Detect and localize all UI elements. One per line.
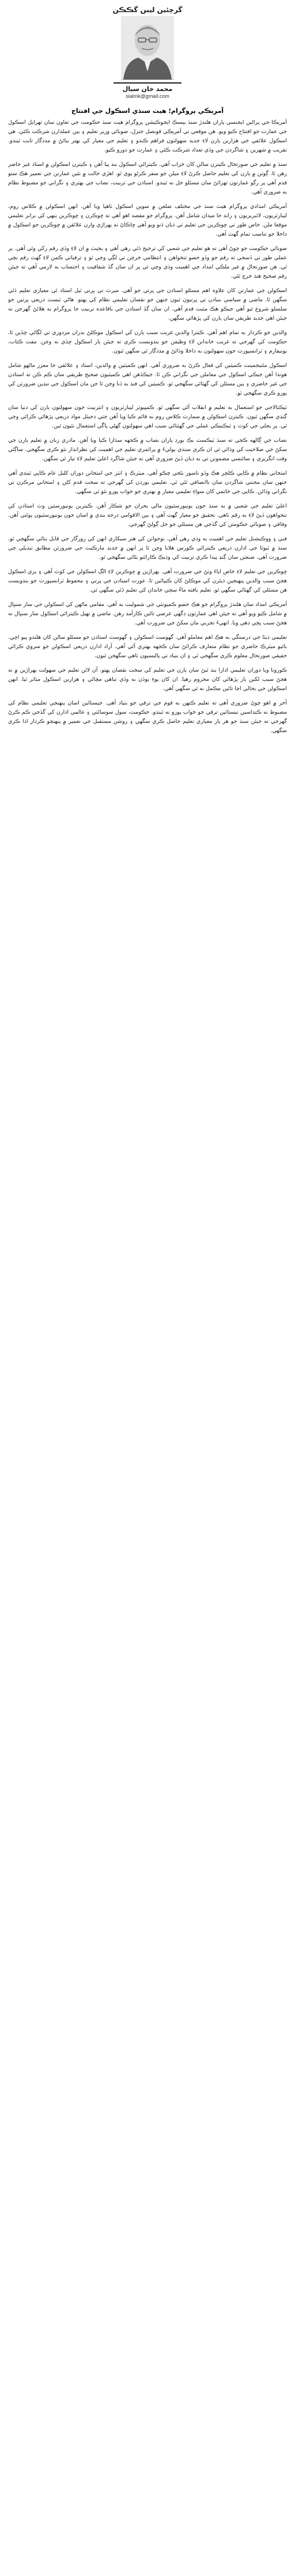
article-paragraph: نصاب جي ڳالهه ڪجي ته سنڌ ٽيڪسٽ بڪ بورڊ پاران نصاب ۾ ڪجهه سڌارا ڪيا ويا آهن. مادري زبان ۾ تعليم ٻارن جي سکڻ جي صلاحيت کي وڌائي ٿي ان ڪري سنڌي ٻوليءَ ۾ پرائمري تعليم جي اهميت کي نظرانداز نٿو ڪري سگهجي. ساڳئي وقت انگريزي ۽ سائنسي مضمونن تي به ڌيان ڏيڻ ضروري آهي ته جيئن شاگرد اعليٰ تعليم لاءِ تيار ٿي سگهن. (8, 437, 287, 462)
article-headline: آمريڪي پروگرام؛ هيٺ سنڌي اسڪول جي افتتاح (71, 107, 224, 115)
article-paragraph: فني ۽ ووڪيشنل تعليم جي اهميت به وڌي رهي آهي. نوجوانن کي هنر سيکاري انهن کي روزگار جي قابل بنائي سگهجي ٿو. سنڌ ۾ ٽيوٽا جي ادارن ذريعي ڪيترائي ڪورس هلايا وڃن ٿا پر انهن ۾ جديد مارڪيٽ جي ضرورتن مطابق تبديلي جي ضرورت آهي. صنعتن سان ڳنڍ پيدا ڪري تربيت کي وڌيڪ ڪارائتو بڻائي سگهجي ٿو. (8, 536, 287, 560)
column-title: گرچئين ليبن گڪڪن (112, 6, 183, 14)
author-portrait-icon (121, 16, 174, 79)
article-paragraph: صوبائي حڪومت جو چوڻ آهي ته هو تعليم جي شعبي کي ترجيح ڏئي رهي آهي ۽ بجيٽ ۾ ان لاءِ وڏي رقم رکي وئي آهي. پر عملي طور تي ڏسجي ته رقم جو وڏو حصو تنخواهن ۽ انتظامي خرچن تي لڳي وڃي ٿو ۽ ترقياتي ڪمن لاءِ گهٽ رقم بچي ٿي. هن صورتحال ۾ غير ملڪي امداد جي اهميت وڌي وڃي ٿي پر ان سان گڏ شفافيت ۽ احتساب به لازمي آهي ته جيئن رقم صحيح هنڌ خرچ ٿئي. (8, 245, 287, 279)
author-photo (121, 16, 174, 80)
article-paragraph: اعليٰ تعليم جي شعبي ۾ به سنڌ جون يونيورسٽيون مالي بحران جو شڪار آهن. ڪيترين يونيورسٽين وٽ استادن کي تنخواهون ڏيڻ لاءِ به رقم ناهي. تحقيق جو معيار گهٽ آهي ۽ بين الاقوامي درجه بندي ۾ اسان جون يونيورسٽيون پوئتي آهن. وفاقي ۽ صوبائي حڪومتن کي گڏجي هن مسئلي جو حل ڳولڻ گهرجي. (8, 503, 287, 528)
author-email[interactable]: sialmk@gmail.com (126, 93, 169, 99)
author-divider (114, 82, 181, 84)
article-paragraph: سنڌ ۾ تعليم جي صورتحال ڪيترن سالن کان خراب آهي. ڪيترائي اسڪول بند پيا آهن ۽ ڪيترن اسڪولن ۾ استاد غير حاضر رهن ٿا. ڳوٺن ۾ ٻارن کي تعليم حاصل ڪرڻ لاءِ ميلن جو سفر ڪرڻو پوي ٿو. اهڙي حالت ۾ نئين عمارتن جي تعمير هڪ سٺو قدم آهي پر رڳو عمارتون ٺهرائڻ سان مسئلو حل نه ٿيندو. استادن جي تربيت، نصاب جي بهتري ۽ نگراني جو مضبوط نظام به ضروري آهي. (8, 161, 287, 195)
article-paragraph: آمريڪي امداد سان هلندڙ پروگرام جو هڪ حصو ڪميونٽي جي شموليت به آهي. مقامي ماڻهن کي اسڪولن جي سار سنڀال ۾ شامل ڪيو ويو آهي ته جيئن اهي عمارتون ڊگهي عرصي تائين ڪارآمد رهن. ماضي ۾ ٺهيل ڪيترائي اسڪول سار سنڀال نه هجڻ سبب ڀڄي ڊهي ويا. انهيءَ تجربي مان سکڻ جي ضرورت آهي. (8, 601, 287, 626)
article-paragraph: تعليمي ڊيٽا جي درستگي به هڪ اهم معاملو آهي. گهوسٽ اسڪولن ۽ گهوسٽ استادن جو مسئلو سالن کان هلندو پيو اچي. بائيو ميٽرڪ حاضري جو نظام متعارف ڪرائڻ سان ڪجهه بهتري آئي آهي. آزاد ادارن ذريعي اسڪولن جو سروي ڪرائي حقيقي صورتحال معلوم ڪري سگهجي ٿي ۽ ان بنياد تي پاليسيون ٺاهي سگهجن ٿيون. (8, 634, 287, 659)
article-body (8, 118, 287, 2570)
column-header (8, 5, 287, 103)
author-name: محمد خان سيال (122, 85, 173, 93)
article-paragraph: ٽيڪنالاجي جو استعمال به تعليم ۾ انقلاب آڻي سگهي ٿو. ڪمپيوٽر ليبارٽريون ۽ انٽرنيٽ جون سهولتون ٻارن کي دنيا سان ڳنڍي سگهن ٿيون. ڪيترن اسڪولن ۾ سمارٽ ڪلاس روم به قائم ڪيا ويا آهن جتي ڊجيٽل مواد ذريعي پڙهائي ڪرائي وڃي ٿي. پر بجلي جي کوٽ ۽ ٽيڪنيڪي عملي جي گهٽتائي سبب اهي سهولتون گهڻي ڀاڱي استعمال نٿيون ٿين. (8, 404, 287, 429)
article-paragraph: والدين جو ڪردار به تمام اهم آهي. ڪيترا والدين غربت سبب ٻارن کي اسڪول موڪلڻ بدران مزدوري تي لڳائي ڇڏين ٿا. حڪومت کي گهرجي ته غريب خاندانن لاءِ وظيفن جو بندوبست ڪري ته جيئن ٻار اسڪول ڇڏي نه وڃن. مفت ڪتاب، يونيفارم ۽ ٽرانسپورٽ جون سهولتون به داخلا وڌائڻ ۾ مددگار ٿي سگهن ٿيون. (8, 329, 287, 354)
article-paragraph: آمريڪي امدادي پروگرام هيٺ سنڌ جي مختلف ضلعن ۾ سوين اسڪول ٺاهيا ويا آهن. انهن اسڪولن ۾ ڪلاس روم، ليبارٽريون، لائبريريون ۽ راند جا ميدان شامل آهن. پروگرام جو مقصد اهو آهي ته ڇوڪرن ۽ ڇوڪرين ٻنهي کي برابر تعليمي موقعا ملن. خاص طور تي ڇوڪرين جي تعليم تي ڌيان ڏنو ويو آهي ڇاڪاڻ ته ٻهراڙي وارن علائقن ۾ ڇوڪرين جو اسڪول ۾ داخلا جو تناسب تمام گهٽ آهي. (8, 203, 287, 237)
article-paragraph: اسڪول مئنيجمينٽ ڪميٽين کي فعال ڪرڻ به ضروري آهي. انهن ڪميٽين ۾ والدين، استاد ۽ علائقي جا معزز ماڻهو شامل هوندا آهن جيڪي اسڪول جي معاملن جي نگراني ڪن ٿا. جيڪڏهن اهي ڪميٽيون صحيح طريقي سان ڪم ڪن ته استادن جي غير حاضري ۽ ٻين مسئلن کي گهٽائي سگهجي ٿو. ڪميٽين کي فنڊ به ڏنا وڃن ٿا جن مان اسڪول جي ننڍين ضرورتن کي پورو ڪري سگهجي ٿو. (8, 362, 287, 396)
article-paragraph: آخر ۾ اهو چوڻ ضروري آهي ته تعليم ڪنهن به قوم جي ترقي جو بنياد آهي. جيستائين اسان پنهنجي تعليمي نظام کي مضبوط نه ڪنداسين تيستائين ترقي جو خواب پورو نه ٿيندو. حڪومت، سول سوسائٽي ۽ عالمي ادارن کي گڏجي ڪم ڪرڻ گهرجي ته جيئن سنڌ جو هر ٻار معياري تعليم حاصل ڪري سگهي ۽ روشن مستقبل جي تعمير ۾ پنهنجو ڪردار ادا ڪري سگهي. (8, 700, 287, 734)
article-paragraph: اسڪولن جي عمارتن کان علاوه اهم مسئلو استادن جي ڀرتي جو آهي. ميرٽ تي ڀرتي ٿيل استاد ئي معياري تعليم ڏئي سگهن ٿا. ماضي ۾ سياسي بنيادن تي ڀرتيون ٿيون جنهن جو نقصان تعليمي نظام کي پهتو. هاڻي ٽيسٽ ذريعي ڀرتين جو سلسلو شروع ٿيو آهي جيڪو هڪ مثبت قدم آهي. ان سان گڏ استادن جي باقاعده تربيت جا پروگرام به هلائڻ گهرجن ته جيئن اهي جديد طريقن سان ٻارن کي پڙهائي سگهن. (8, 287, 287, 321)
article-paragraph: ڪورونا وبا دوران تعليمي ادارا بند ٿيڻ سان ٻارن جي تعليم کي سخت نقصان پهتو. آن لائن تعليم جي سهولت ٻهراڙين ۾ نه هجڻ سبب لکين ٻار پڙهائي کان محروم رهيا. ان کان پوءِ ٻوڏن به وڏي تباهي مچائي ۽ هزارين اسڪول متاثر ٿيا. انهن اسڪولن جي بحالي اڃا تائين مڪمل نه ٿي سگهي آهي. (8, 667, 287, 692)
article-paragraph: امتحاني نظام ۾ ڪاپي ڪلچر هڪ وڏو ناسور بڻجي چڪو آهي. ميٽرڪ ۽ انٽر جي امتحانن دوران کليل عام ڪاپي ٿيندي آهي جنهن سان محنتي شاگردن سان ناانصافي ٿئي ٿي. تعليمي بورڊن کي گهرجي ته سخت قدم کڻن ۽ امتحاني مرڪزن تي نگراني وڌائن. ڪاپي جي خاتمي کان سواءِ تعليمي معيار ۾ بهتري جو خواب پورو نٿو ٿي سگهي. (8, 470, 287, 495)
article-paragraph: ڇوڪرين جي تعليم لاءِ خاص اپاءَ وٺڻ جي ضرورت آهي. ٻهراڙين ۾ ڇوڪرين لاءِ الڳ اسڪولن جي کوٽ آهي ۽ پري اسڪول هجڻ سبب والدين پنهنجين ڌيئرن کي موڪلڻ کان ڪيٻائين ٿا. عورت استادن جي ڀرتي ۽ محفوظ ٽرانسپورٽ جو بندوبست هن مسئلي کي گهٽائي سگهي ٿو. تعليم يافته ماءُ سڄي خاندان کي تعليم ڏئي سگهي ٿي. (8, 569, 287, 593)
article-paragraph: آمريڪا جي پراڻين ايجنسي پاران هلندڙ سنڌ بيسڪ ايجوڪيشن پروگرام هيٺ سنڌ حڪومت جي تعاون سان ٺهرايل اسڪول جي عمارت جو افتتاح ڪيو ويو. هن موقعي تي آمريڪي قونصل جنرل، صوبائي وزير تعليم ۽ ٻين عملدارن شرڪت ڪئي. هي اسڪول علائقي جي هزارين ٻارن لاءِ جديد سهولتون فراهم ڪندو ۽ تعليم جي معيار کي بهتر بنائڻ ۾ مددگار ثابت ٿيندو. تقريب ۾ شهرين ۽ شاگردن جي وڏي تعداد شرڪت ڪئي ۽ عمارت جو دورو ڪيو. (8, 119, 287, 153)
